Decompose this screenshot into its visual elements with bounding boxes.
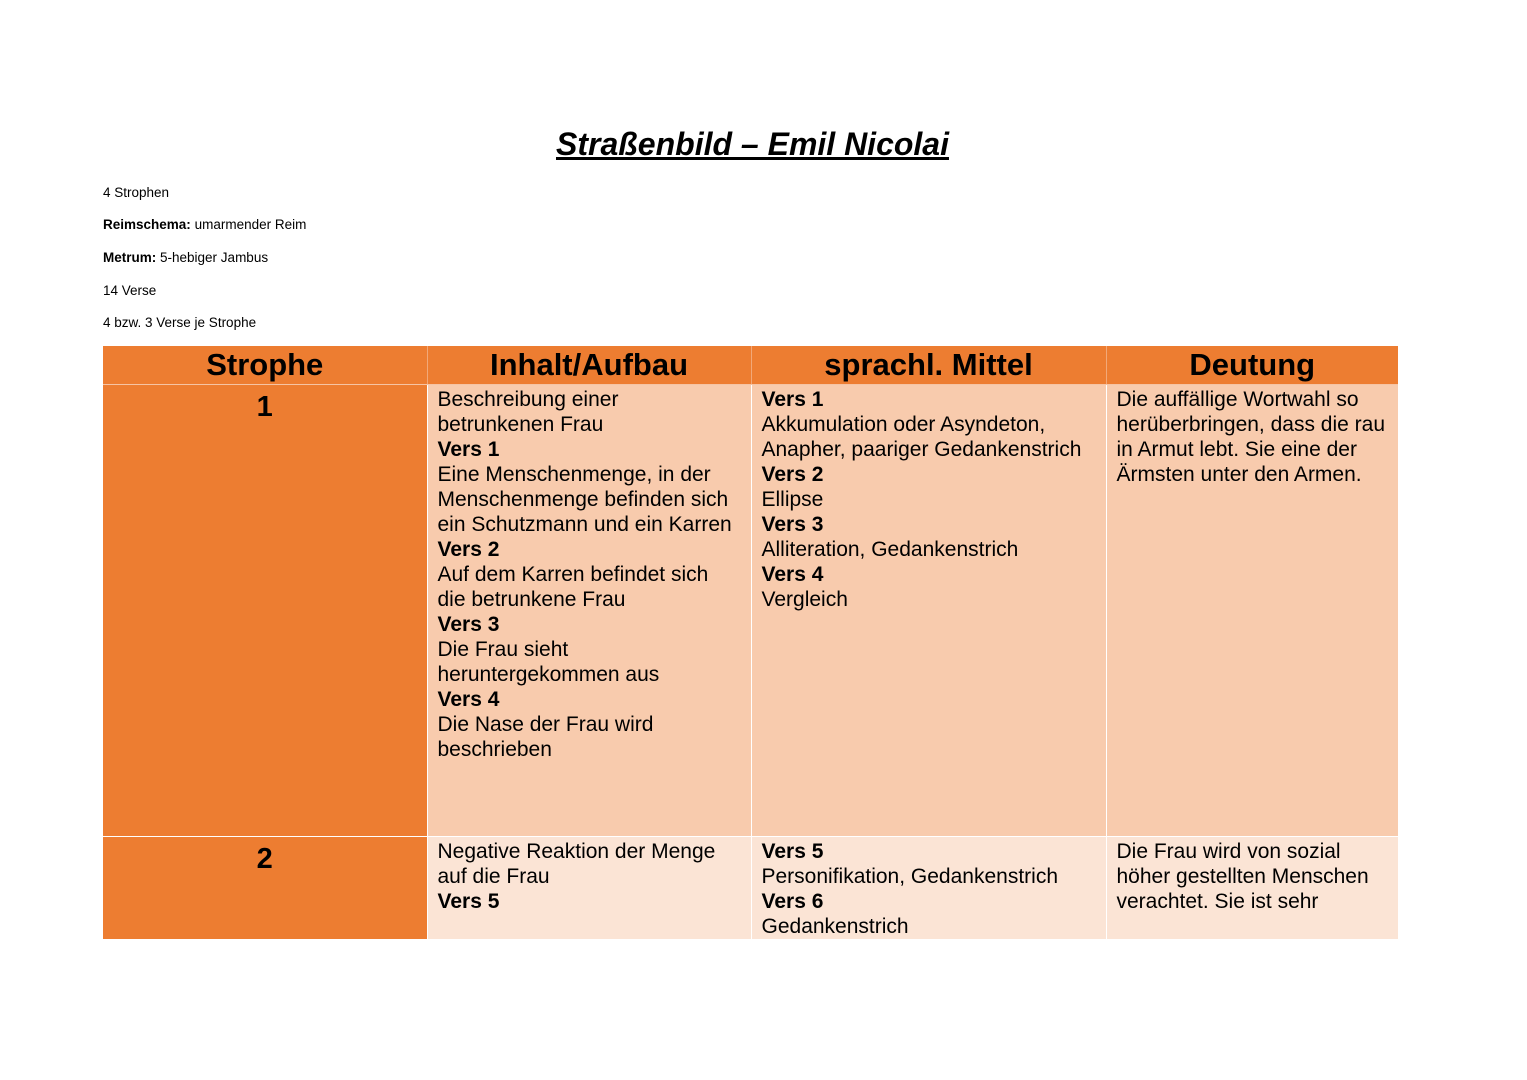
- vers-label: Vers 4: [437, 688, 500, 711]
- mittel-cell: [751, 837, 1106, 940]
- vers-label: Vers 1: [437, 438, 500, 461]
- metrum-label: Metrum:: [103, 250, 157, 265]
- vers-label: Vers 2: [761, 463, 824, 486]
- deutung-cell: [1106, 385, 1398, 837]
- reimschema-value: umarmender Reim: [194, 217, 307, 232]
- vers-label: Vers 2: [437, 538, 500, 561]
- meta-metrum: [103, 250, 268, 265]
- vers-label: Vers 5: [437, 890, 500, 913]
- document-title: Straßenbild – Emil Nicolai: [556, 126, 949, 162]
- mittel-cell: [751, 385, 1106, 837]
- vers-label: Vers 3: [437, 613, 500, 636]
- vers-label: Vers 3: [761, 513, 824, 536]
- inhalt-text: Die Frau sieht heruntergekommen aus: [437, 638, 660, 686]
- mittel-text: Gedankenstrich: [761, 915, 909, 938]
- strophe-number: 2: [103, 837, 427, 940]
- analysis-table: [103, 346, 1398, 940]
- vers-label: Vers 4: [761, 563, 824, 586]
- inhalt-cell: [427, 385, 751, 837]
- reimschema-label: Reimschema:: [103, 217, 191, 232]
- inhalt-cell: [427, 837, 751, 940]
- deutung-text: Die Frau wird von sozial höher gestellten Menschen verachtet. Sie ist sehr: [1116, 840, 1369, 913]
- mittel-text: Vergleich: [761, 588, 848, 611]
- deutung-cell: [1106, 837, 1398, 940]
- mittel-text: Akkumulation oder Asyndeton, Anapher, paariger Gedankenstrich: [761, 413, 1082, 461]
- header-strophe: Strophe: [103, 346, 427, 385]
- inhalt-intro: Negative Reaktion der Menge auf die Frau: [437, 840, 716, 888]
- meta-verse-je-strophe: 4 bzw. 3 Verse je Strophe: [103, 315, 257, 330]
- deutung-text: Die auffällige Wortwahl so herüberbringen, dass die rau in Armut lebt. Sie eine der Ärmsten unter den Armen.: [1116, 388, 1386, 486]
- inhalt-text: Eine Menschenmenge, in der Menschenmenge befinden sich ein Schutzmann und ein Karren: [437, 463, 732, 536]
- table-row: [103, 837, 1398, 940]
- vers-label: Vers 1: [761, 388, 824, 411]
- header-mittel: sprachl. Mittel: [751, 346, 1106, 385]
- mittel-text: Alliteration, Gedankenstrich: [761, 538, 1019, 561]
- vers-label: Vers 6: [761, 890, 824, 913]
- strophe-number: 1: [103, 385, 427, 837]
- vers-label: Vers 5: [761, 840, 824, 863]
- meta-strophen: 4 Strophen: [103, 185, 170, 200]
- inhalt-text: Die Nase der Frau wird beschrieben: [437, 713, 654, 761]
- header-deutung: Deutung: [1106, 346, 1398, 385]
- table-row: [103, 385, 1398, 837]
- meta-verse: 14 Verse: [103, 283, 157, 298]
- meta-reimschema: [103, 217, 306, 232]
- mittel-text: Personifikation, Gedankenstrich: [761, 865, 1058, 888]
- inhalt-intro: Beschreibung einer betrunkenen Frau: [437, 388, 619, 436]
- inhalt-text: Auf dem Karren befindet sich die betrunkene Frau: [437, 563, 709, 611]
- table-header-row: [103, 346, 1398, 385]
- header-inhalt: Inhalt/Aufbau: [427, 346, 751, 385]
- metrum-value: 5-hebiger Jambus: [160, 250, 269, 265]
- mittel-text: Ellipse: [761, 488, 824, 511]
